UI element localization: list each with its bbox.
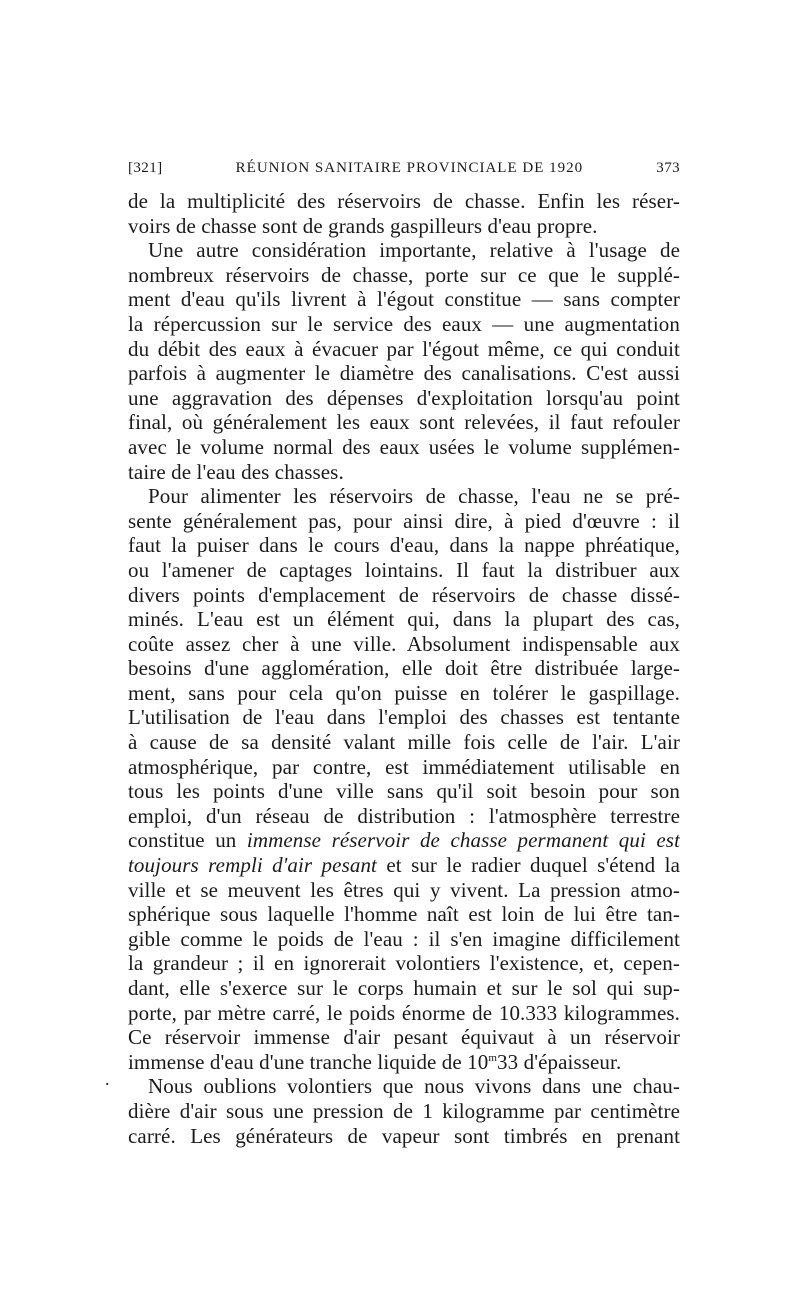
text-segment: 33 d'épaisseur.: [497, 1049, 622, 1074]
text-line: besoins d'une agglomération, elle doit être distribuée large-: [128, 656, 680, 681]
text-line: nombreux réservoirs de chasse, porte sur ce que le supplé-: [128, 262, 680, 287]
text-line: du débit des eaux à évacuer par l'égout même, ce qui conduit: [128, 336, 680, 361]
text-line: dière d'air sous une pression de 1 kilogramme par centimètre: [128, 1098, 680, 1123]
text-line: L'utilisation de l'eau dans l'emploi des chasses est tentante: [128, 705, 680, 730]
body-text: [128, 189, 680, 1148]
text-line: dant, elle s'exerce sur le corps humain et sur le sol qui sup-: [128, 976, 680, 1000]
text-line: emploi, d'un réseau de distribution : l'atmosphère terrestre: [128, 803, 680, 828]
text-line: [128, 853, 680, 878]
text-line: une aggravation des dépenses d'exploitation lorsqu'au point: [128, 385, 680, 410]
page-number: 373: [656, 160, 680, 176]
page-reference: [321]: [128, 160, 163, 176]
text-line: sphérique sous laquelle l'homme naît est loin de lui être tan-: [128, 902, 680, 927]
text-line: faut la puiser dans le cours d'eau, dans la nappe phréatique,: [128, 533, 680, 558]
text-segment: constitue un: [128, 828, 247, 853]
text-line: coûte assez cher à une ville. Absolument indispensable aux: [128, 631, 680, 656]
text-line: ment, sans pour cela qu'on puisse en tolérer le gaspillage.: [128, 680, 680, 705]
text-line: voirs de chasse sont de grands gaspilleurs d'eau propre.: [128, 213, 598, 238]
text-line: divers points d'emplacement de réservoirs de chasse dissé-: [128, 582, 680, 607]
text-line: parfois à augmenter le diamètre des canalisations. C'est aussi: [128, 361, 680, 386]
italic-segment: immense réservoir de chasse permanent qui est: [246, 828, 680, 853]
running-title: RÉUNION SANITAIRE PROVINCIALE DE 1920: [235, 160, 584, 176]
superscript: m: [488, 1051, 498, 1064]
text-line: ou l'amener de captages lointains. Il faut la distribuer aux: [128, 557, 680, 582]
text-line: porte, par mètre carré, le poids énorme de 10.333 kilogrammes.: [128, 1000, 680, 1025]
text-segment: et sur le radier duquel s'étend la: [376, 853, 680, 878]
italic-segment: toujours rempli d'air pesant: [128, 853, 377, 878]
text-line: avec le volume normal des eaux usées le volume supplémen-: [128, 434, 680, 459]
running-head: [128, 160, 680, 177]
text-line: de la multiplicité des réservoirs de chasse. Enfin les réser-: [128, 189, 680, 213]
text-line: gible comme le poids de l'eau : il s'en imagine difficilement: [128, 926, 680, 951]
book-page: [128, 160, 680, 1148]
text-line: tous les points d'une ville sans qu'il soit besoin pour son: [128, 779, 680, 804]
margin-mark: .: [105, 1069, 110, 1089]
text-line: Pour alimenter les réservoirs de chasse, l'eau ne se pré-: [148, 484, 680, 509]
text-line: atmosphérique, par contre, est immédiatement utilisable en: [128, 754, 680, 779]
text-line: [128, 1050, 680, 1075]
text-line: [128, 828, 680, 853]
text-line: carré. Les générateurs de vapeur sont timbrés en prenant: [128, 1123, 680, 1148]
text-line: la grandeur ; il en ignorerait volontiers l'existence, et, cepen-: [128, 951, 680, 976]
text-line: taire de l'eau des chasses.: [128, 459, 344, 484]
text-segment: immense d'eau d'une tranche liquide de 10: [128, 1049, 489, 1074]
text-line: sente généralement pas, pour ainsi dire, à pied d'œuvre : il: [128, 508, 680, 533]
text-line: Une autre considération importante, relative à l'usage de: [148, 238, 680, 263]
text-line: minés. L'eau est un élément qui, dans la plupart des cas,: [128, 607, 680, 632]
text-line: ville et se meuvent les êtres qui y vivent. La pression atmo-: [128, 877, 680, 902]
text-line: ment d'eau qu'ils livrent à l'égout constitue — sans compter: [128, 287, 680, 312]
text-line: Ce réservoir immense d'air pesant équivaut à un réservoir: [128, 1025, 680, 1050]
text-line: final, où généralement les eaux sont relevées, il faut refouler: [128, 410, 680, 435]
text-line: Nous oublions volontiers que nous vivons dans une chau-: [148, 1074, 680, 1099]
text-line: à cause de sa densité valant mille fois celle de l'air. L'air: [128, 730, 680, 755]
text-line: la répercussion sur le service des eaux — une augmentation: [128, 311, 680, 336]
